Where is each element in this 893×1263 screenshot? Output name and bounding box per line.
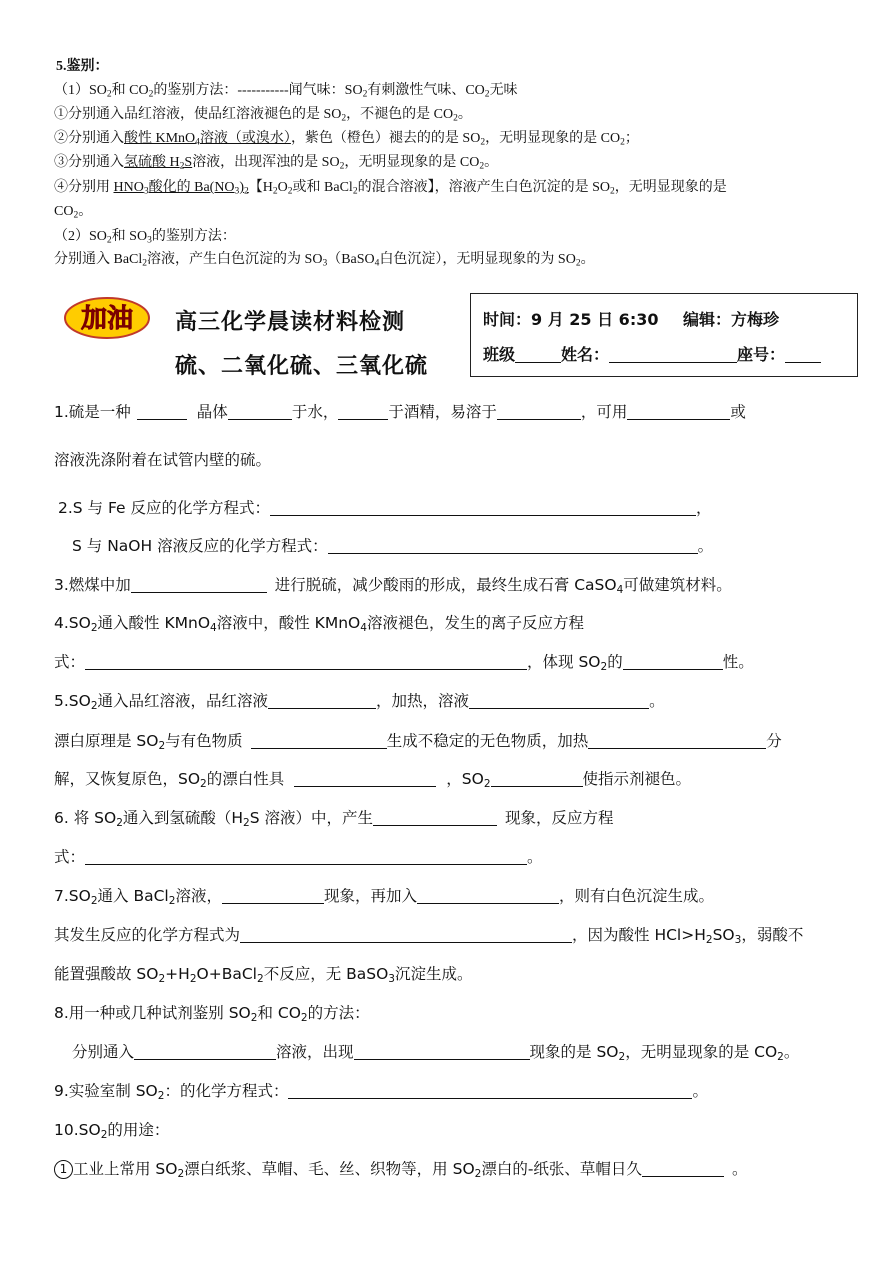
blank[interactable] <box>642 1160 724 1177</box>
method-line-7: 分别通入 BaCl$_2$溶液，产生白色沉淀的为 $SO_3(BaSO_4$白色沉淀），无明显现象的为 $SO_2$。 <box>54 252 595 269</box>
question-4: $4.SO_2$通入酸性 KMnO$_4$溶液中，酸性 KMnO$_4$溶液褪色，发生的离子反应方程 <box>54 614 584 634</box>
seat-field[interactable] <box>785 346 821 363</box>
question-7c: 能置强酸故 $SO_2+H_2O+BaCl_2$不反应，无 BaSO$_3$沉淀生成。 <box>54 965 473 985</box>
svg-text:加油: 加油 <box>80 304 134 334</box>
question-1: 1.硫是一种 晶体 于水， 于酒精，易溶于 ，可用 或 <box>54 403 746 421</box>
question-10a: 1 工业上常用 $SO_2$漂白纸浆、草帽、毛、丝、织物等，用 $SO_2$漂白的-纸张、草帽日久 。 <box>54 1158 747 1180</box>
method-line-3: ②分别通入酸性 KMnO$_4$溶液（或溴水），紫色（橙色）褪去的的是 $SO_2$，无明显现象的是 $CO_2$； <box>54 131 639 148</box>
blank[interactable] <box>417 887 559 904</box>
blank[interactable] <box>338 403 388 420</box>
editor-label: 编辑：方梅珍 <box>683 310 780 329</box>
jiayou-logo <box>64 296 150 340</box>
blank[interactable] <box>134 1043 276 1060</box>
question-10: $10.SO_2$的用途： <box>54 1121 170 1141</box>
question-2: 2.S 与 Fe 反应的化学方程式： ， <box>58 499 712 517</box>
question-6b: 式： 。 <box>54 848 543 866</box>
circled-number: 1 <box>54 1160 73 1179</box>
blank[interactable] <box>627 403 730 420</box>
blank[interactable] <box>354 1043 530 1060</box>
blank[interactable] <box>228 403 292 420</box>
info-box <box>470 293 858 377</box>
question-2b: S 与 NaOH 溶液反应的化学方程式： 。 <box>72 537 714 555</box>
method-line-5: ④分别用 $HNO_3$酸化的 $Ba(NO_3)_2$【$H_2O_2$或和 BaCl$_2$的混合溶液】，溶液产生白色沉淀的是 $SO_2$，无明显现象的是 <box>54 180 727 197</box>
student-info-row: 班级 姓名： 座号： <box>483 342 821 365</box>
blank[interactable] <box>497 403 581 420</box>
blank[interactable] <box>268 692 376 709</box>
section-heading: 5.鉴别： <box>56 59 109 74</box>
blank[interactable] <box>373 809 497 826</box>
blank[interactable] <box>251 732 387 749</box>
blank[interactable] <box>222 887 324 904</box>
question-4b: 式： ，体现 $SO_2$的 性。 <box>54 653 754 673</box>
method-line-6: $(2)SO_2$和 $SO_3$的鉴别方法： <box>54 229 236 246</box>
question-9: 9.实验室制 $SO_2$：的化学方程式： 。 <box>54 1082 708 1102</box>
blank[interactable] <box>288 1082 692 1099</box>
question-3: 3.燃煤中加 进行脱硫，减少酸雨的形成，最终生成石膏 CaSO$_4$可做建筑材料。 <box>54 576 732 596</box>
blank[interactable] <box>328 537 698 554</box>
class-field[interactable] <box>515 346 561 363</box>
blank[interactable] <box>270 499 696 516</box>
question-6: 6. 将 $SO_2$通入到氢硫酸（$H_2S$ 溶液）中，产生 现象，反应方程 <box>54 809 614 829</box>
blank[interactable] <box>588 732 766 749</box>
blank[interactable] <box>131 576 267 593</box>
question-7b: 其发生反应的化学方程式为 ，因为酸性 $HCl>H_2SO_3$，弱酸不 <box>54 926 804 946</box>
blank[interactable] <box>294 770 436 787</box>
method-line-2: ①分别通入品红溶液，使品红溶液褪色的是 $SO_2$，不褪色的是 $CO_2$。 <box>54 107 472 124</box>
method-line-5b: $CO_2$。 <box>54 204 93 221</box>
question-8: 8.用一种或几种试剂鉴别 $SO_2$和 $CO_2$的方法： <box>54 1004 370 1024</box>
blank[interactable] <box>469 692 649 709</box>
blank[interactable] <box>85 653 527 670</box>
blank[interactable] <box>491 770 583 787</box>
question-5: $5.SO_2$通入品红溶液，品红溶液 ，加热，溶液 。 <box>54 692 665 712</box>
method-line-4: ③分别通入氢硫酸 $H_2S$溶液，出现浑浊的是 $SO_2$，无明显现象的是 $CO_2$。 <box>54 155 499 172</box>
question-5c: 解，又恢复原色，$SO_2$的漂白性具 ，$SO_2$ 使指示剂褪色。 <box>54 770 692 790</box>
question-7: $7.SO_2$通入 BaCl$_2$溶液， 现象，再加入 ，则有白色沉淀生成。 <box>54 887 714 907</box>
question-5b: 漂白原理是 $SO_2$与有色物质 生成不稳定的无色物质，加热 分 <box>54 732 782 752</box>
blank[interactable] <box>623 653 723 670</box>
blank[interactable] <box>85 848 527 865</box>
name-field[interactable] <box>609 346 737 363</box>
time-label: 时间：9 月 25 日 6:30 <box>483 310 659 329</box>
page-subtitle: 硫、二氧化硫、三氧化硫 <box>175 354 429 379</box>
method-line-1: $(1)SO_2$和 $CO_2$的鉴别方法：-----------闻气味：$SO_2$有刺激性气味、$CO_2$无味 <box>54 83 518 100</box>
question-8b: 分别通入 溶液，出现 现象的是 $SO_2$，无明显现象的是 $CO_2$。 <box>72 1043 800 1063</box>
blank[interactable] <box>137 403 187 420</box>
blank[interactable] <box>240 926 572 943</box>
question-1-cont: 溶液洗涤附着在试管内壁的硫。 <box>54 451 272 469</box>
page-title: 高三化学晨读材料检测 <box>175 310 406 335</box>
